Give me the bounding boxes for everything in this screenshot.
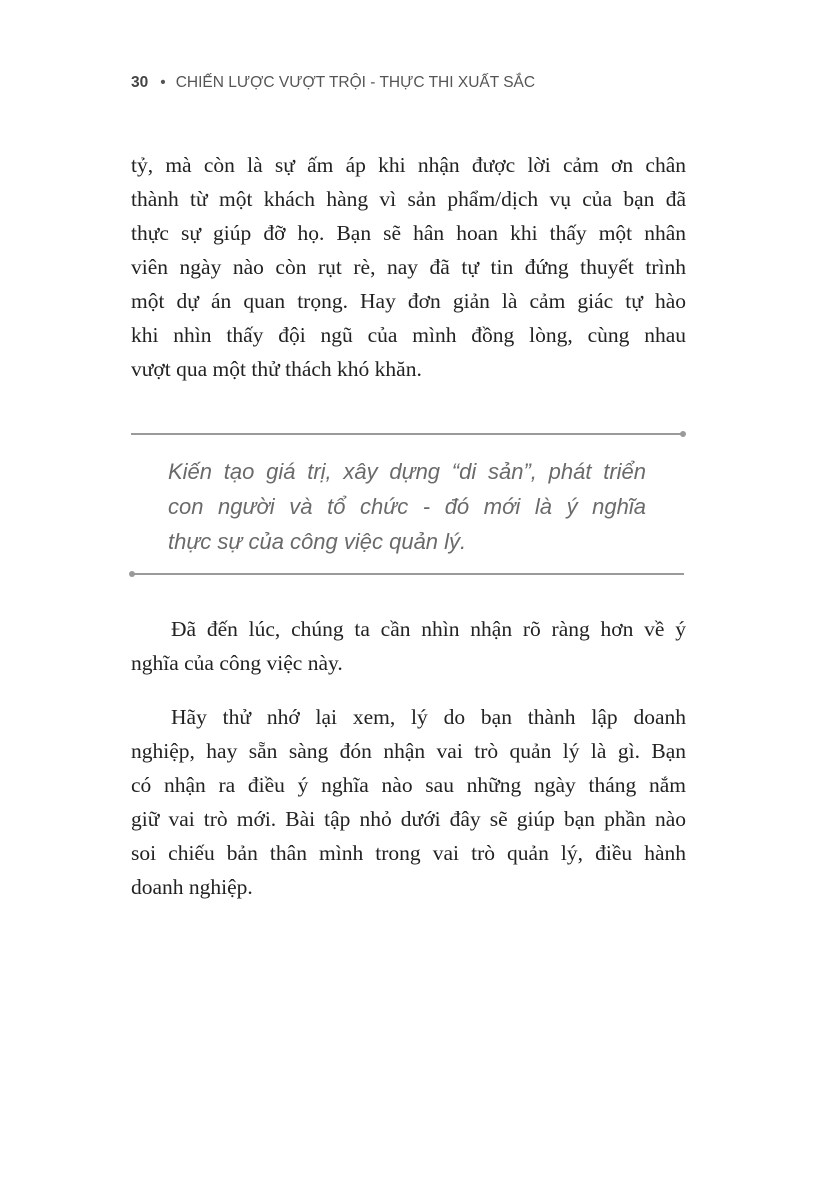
quote-line: con người và tổ chức - đó mới là ý nghĩa xyxy=(168,494,646,519)
text-line: viên ngày nào còn rụt rè, nay đã tự tin đứng thuyết trình xyxy=(131,255,686,279)
text-line: thành từ một khách hàng vì sản phẩm/dịch vụ của bạn đã xyxy=(131,187,686,211)
quote-line: Kiến tạo giá trị, xây dựng “di sản”, phát triển xyxy=(168,459,646,484)
text-line: thực sự giúp đỡ họ. Bạn sẽ hân hoan khi thấy một nhân xyxy=(131,221,686,245)
rule-dot xyxy=(129,571,135,577)
text-line: khi nhìn thấy đội ngũ của mình đồng lòng, cùng nhau xyxy=(131,323,686,347)
paragraph-3 xyxy=(131,700,686,904)
text-line: doanh nghiệp. xyxy=(131,875,253,899)
text-line: giữ vai trò mới. Bài tập nhỏ dưới đây sẽ giúp bạn phần nào xyxy=(131,807,686,831)
text-line: nghĩa của công việc này. xyxy=(131,651,343,675)
text-line: một dự án quan trọng. Hay đơn giản là cảm giác tự hào xyxy=(131,289,686,313)
quote-top-rule xyxy=(131,433,684,435)
text-line: soi chiếu bản thân mình trong vai trò quản lý, điều hành xyxy=(131,841,686,865)
text-line: có nhận ra điều ý nghĩa nào sau những ngày tháng nắm xyxy=(131,773,686,797)
rule-dot xyxy=(680,431,686,437)
text-line: tỷ, mà còn là sự ấm áp khi nhận được lời cảm ơn chân xyxy=(131,153,686,177)
book-title: CHIẾN LƯỢC VƯỢT TRỘI - THỰC THI XUẤT SẮC xyxy=(175,74,536,91)
text-line: nghiệp, hay sẵn sàng đón nhận vai trò quản lý là gì. Bạn xyxy=(131,739,686,763)
text-line: Hãy thử nhớ lại xem, lý do bạn thành lập doanh xyxy=(171,705,686,729)
header-separator: • xyxy=(160,74,166,91)
text-line: Đã đến lúc, chúng ta cần nhìn nhận rõ ràng hơn về ý xyxy=(171,617,686,641)
page-number: 30 xyxy=(131,74,149,91)
paragraph-2 xyxy=(131,612,686,680)
quote-line: thực sự của công việc quản lý. xyxy=(168,529,467,554)
paragraph-1 xyxy=(131,148,686,386)
pull-quote xyxy=(168,454,646,559)
text-line: vượt qua một thử thách khó khăn. xyxy=(131,357,422,381)
quote-bottom-rule xyxy=(131,573,684,575)
running-header xyxy=(131,74,535,92)
